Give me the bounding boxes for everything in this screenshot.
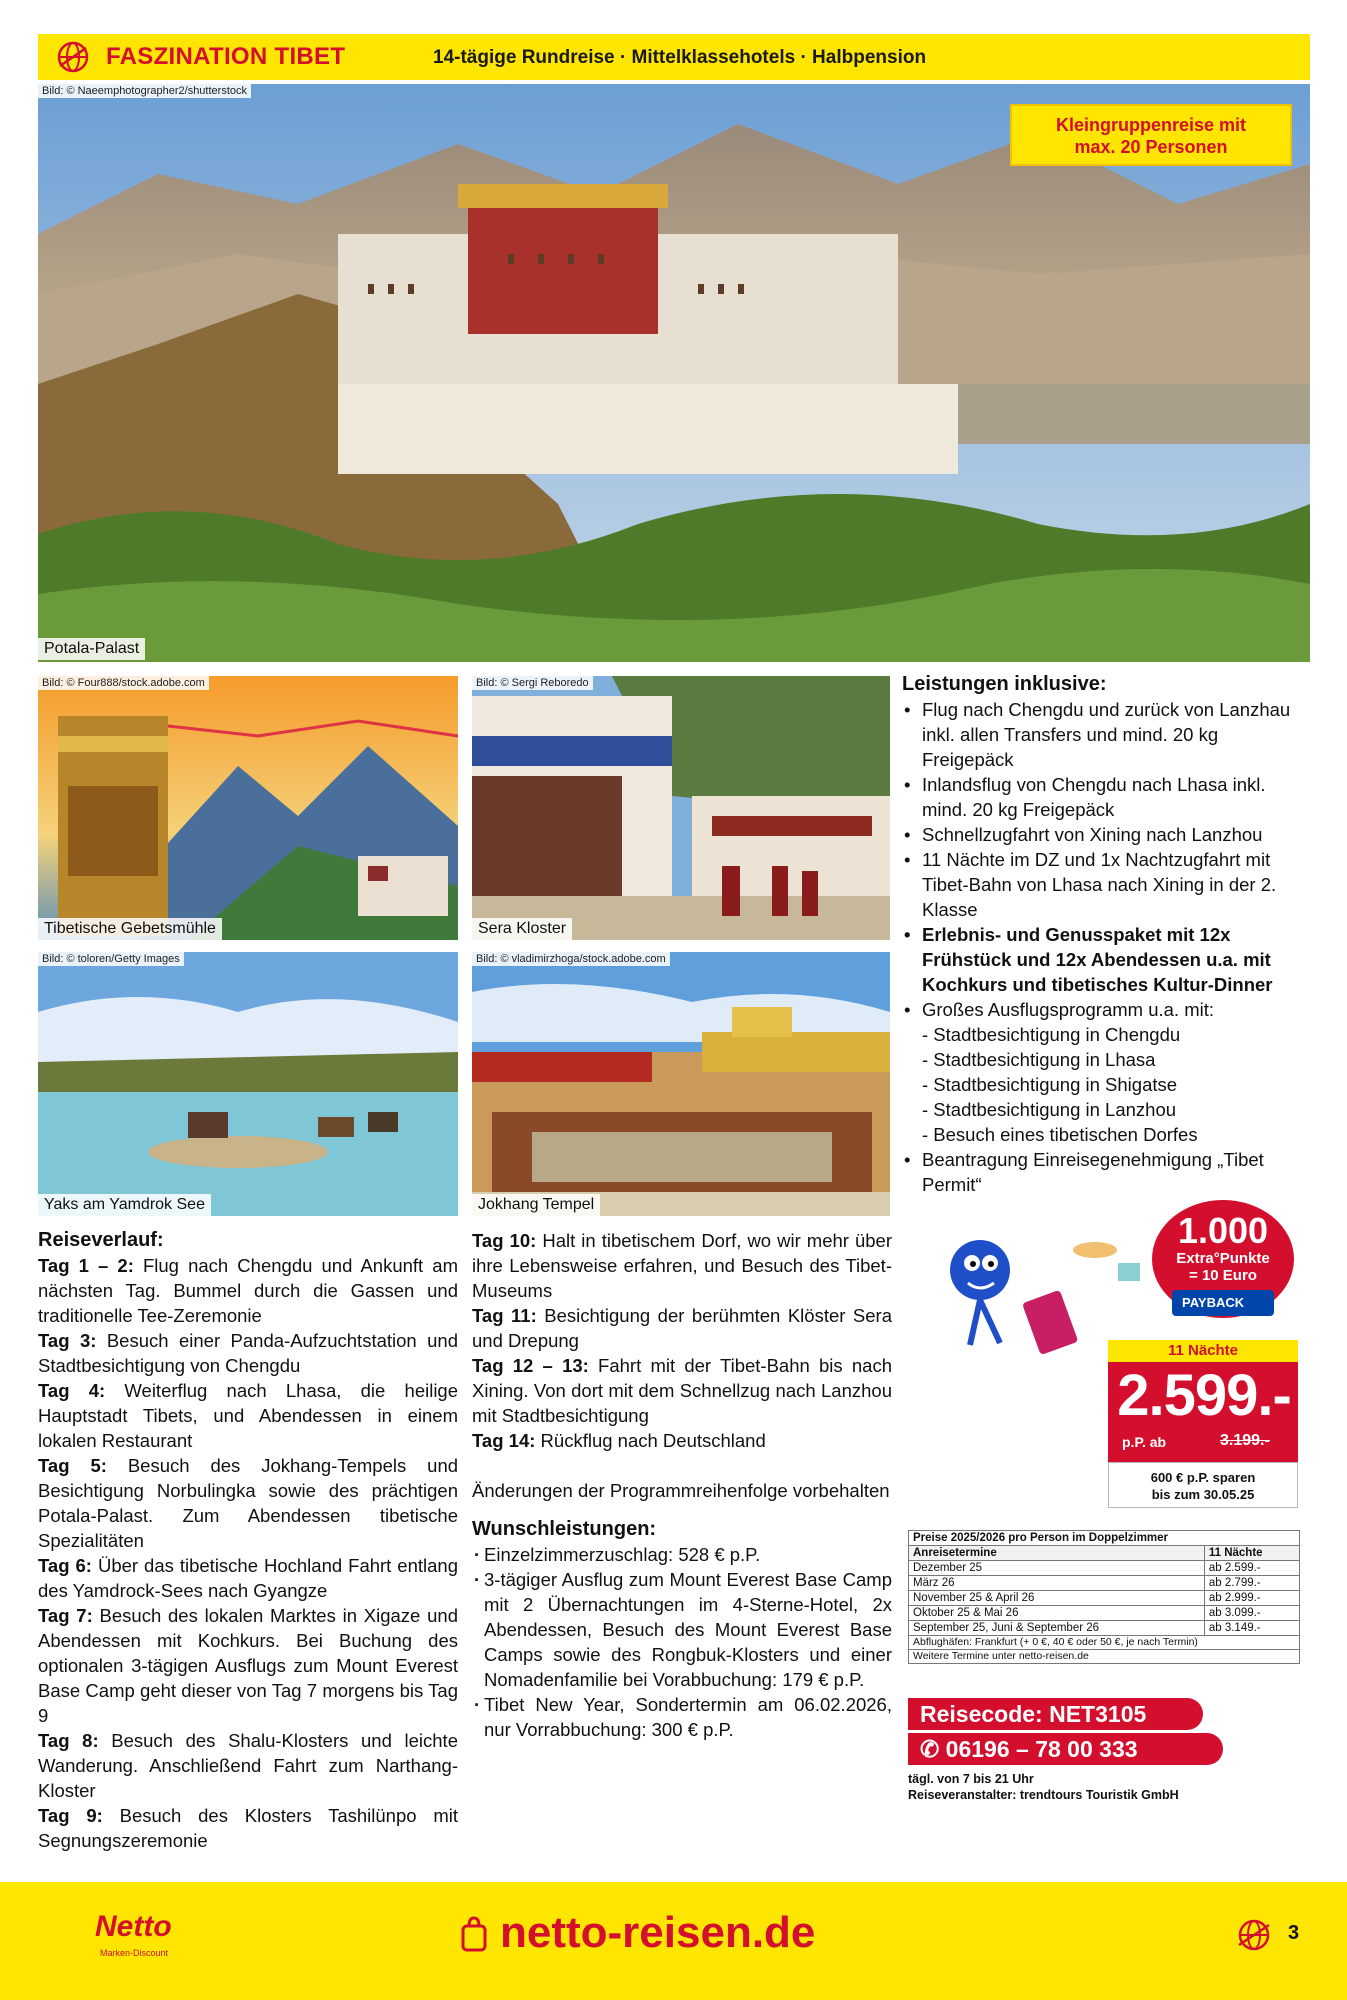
excursion-item: - Stadtbesichtigung in Lanzhou	[922, 1099, 1177, 1120]
day-text: Halt in tibetischem Dorf, wo wir mehr über ihre Lebensweise erfahren, und Besuch des Tibet-Museums	[472, 1230, 893, 1301]
itinerary-day	[472, 1428, 892, 1453]
included-services	[902, 672, 1312, 1197]
badge-line-2: max. 20 Personen	[1074, 137, 1228, 157]
itinerary-day	[38, 1603, 458, 1728]
service-item: • Beantragung Einreisegenehmigung „Tibet Permit“	[902, 1147, 1312, 1197]
table-row	[909, 1561, 1300, 1576]
itinerary-day	[38, 1728, 458, 1803]
day-label: Tag 4:	[38, 1380, 106, 1401]
contact-info	[908, 1771, 1179, 1803]
table-cell: Oktober 25 & Mai 26	[909, 1606, 1205, 1621]
itinerary-column-1	[38, 1228, 458, 1853]
table-note-airports: Abflughäfen: Frankfurt (+ 0 €, 40 € oder 50 €, je nach Termin)	[909, 1636, 1300, 1650]
table-row	[909, 1576, 1300, 1591]
day-text: Besuch des Klosters Tashilünpo mit Segnungszeremonie	[38, 1805, 459, 1851]
itinerary-title: Reiseverlauf:	[38, 1229, 164, 1251]
price-per-person: p.P. ab	[1122, 1434, 1167, 1450]
tour-operator: Reiseveranstalter: trendtours Touristik GmbH	[908, 1788, 1179, 1802]
day-label: Tag 14:	[472, 1430, 536, 1451]
day-text: Besichtigung der berühmten Klöster Sera und Drepung	[472, 1305, 892, 1351]
photo-caption: Jokhang Tempel	[472, 1194, 600, 1216]
included-title: Leistungen inklusive:	[902, 673, 1107, 695]
day-text: Rückflug nach Deutschland	[540, 1430, 766, 1451]
day-text: Fahrt mit der Tibet-Bahn bis nach Xining. Von dort mit dem Schnellzug nach Lanzhou mit Stadtbesichtigung	[472, 1355, 892, 1426]
photo-credit: Bild: © Four888/stock.adobe.com	[38, 676, 209, 690]
day-label: Tag 5:	[38, 1455, 107, 1476]
day-text: Besuch einer Panda-Aufzuchtstation und Stadtbesichtigung von Chengdu	[38, 1330, 459, 1376]
service-item-package: • Erlebnis- und Genusspaket mit 12x Frühstück und 12x Abendessen u.a. mit Kochkurs und tibetisches Kultur-Dinner	[902, 922, 1312, 997]
old-price: 3.199.-	[1220, 1432, 1270, 1449]
optional-service-item: · Einzelzimmerzuschlag: 528 € p.P.	[472, 1542, 892, 1567]
day-label: Tag 12 – 13:	[472, 1355, 589, 1376]
itinerary-day	[38, 1453, 458, 1553]
table-cell: März 26	[909, 1576, 1205, 1591]
table-cell: Dezember 25	[909, 1561, 1205, 1576]
table-cell: ab 2.799.-	[1204, 1576, 1299, 1591]
phone-icon: ✆	[920, 1736, 946, 1762]
payback-logo: PAYBACK	[1172, 1290, 1274, 1316]
program-note: Änderungen der Programmreihenfolge vorbehalten	[472, 1480, 890, 1501]
savings-line-2: bis zum 30.05.25	[1151, 1487, 1255, 1502]
itinerary-day	[38, 1378, 458, 1453]
day-text: Flug nach Chengdu und Ankunft am nächsten Tag. Bummel durch die Gassen und traditionelle Tee-Zeremonie	[38, 1255, 458, 1326]
phone-number[interactable]	[908, 1733, 1223, 1765]
photo-caption: Yaks am Yamdrok See	[38, 1194, 211, 1216]
table-header-dates: Anreisetermine	[909, 1546, 1205, 1561]
day-text: Weiterflug nach Lhasa, die heilige Hauptstadt Tibets, und Abendessen in einem lokalen Restaurant	[38, 1380, 459, 1451]
netto-logo: Netto	[95, 1910, 172, 1943]
day-label: Tag 11:	[472, 1305, 537, 1326]
photo-credit: Bild: © vladimirzhoga/stock.adobe.com	[472, 952, 670, 966]
hero-credit: Bild: © Naeemphotographer2/shutterstock	[38, 84, 251, 98]
day-label: Tag 7:	[38, 1605, 93, 1626]
photo-prayer-wheel	[38, 676, 458, 940]
day-label: Tag 10:	[472, 1230, 537, 1251]
travel-code: Reisecode: NET3105	[908, 1698, 1203, 1730]
photo-sera-monastery	[472, 676, 890, 940]
footer-bar	[0, 1882, 1347, 2000]
photo-jokhang-temple	[472, 952, 890, 1216]
payback-line-2: = 10 Euro	[1189, 1267, 1257, 1284]
day-text: Besuch des Shalu-Klosters und leichte Wanderung. Anschließend Fahrt zum Narthang-Kloster	[38, 1730, 458, 1801]
payback-points: 1.000	[1177, 1210, 1269, 1251]
hero-caption: Potala-Palast	[38, 638, 145, 660]
page-number: 3	[1288, 1922, 1300, 1944]
phone-number-text: 06196 – 78 00 333	[945, 1736, 1138, 1762]
website-link[interactable]: netto-reisen.de	[500, 1908, 816, 1957]
savings-line-1: 600 € p.P. sparen	[1150, 1470, 1256, 1485]
payback-line-1: Extra°Punkte	[1176, 1250, 1270, 1267]
itinerary-day	[472, 1228, 892, 1303]
badge-line-1: Kleingruppenreise mit	[1055, 115, 1247, 135]
table-title: Preise 2025/2026 pro Person im Doppelzimmer	[909, 1531, 1300, 1546]
table-cell: ab 3.099.-	[1204, 1606, 1299, 1621]
table-row	[909, 1606, 1300, 1621]
header-bar	[38, 34, 1310, 80]
table-cell: ab 2.999.-	[1204, 1591, 1299, 1606]
table-header-nights: 11 Nächte	[1204, 1546, 1299, 1561]
service-item: • Inlandsflug von Chengdu nach Lhasa inkl. mind. 20 kg Freigepäck	[902, 772, 1312, 822]
day-label: Tag 6:	[38, 1555, 92, 1576]
small-group-badge	[1010, 104, 1292, 166]
excursion-item: - Stadtbesichtigung in Shigatse	[922, 1074, 1178, 1095]
table-cell: September 25, Juni & September 26	[909, 1621, 1205, 1636]
opening-hours: tägl. von 7 bis 21 Uhr	[908, 1772, 1034, 1786]
photo-credit: Bild: © toloren/Getty Images	[38, 952, 184, 966]
excursion-item: - Besuch eines tibetischen Dorfes	[922, 1124, 1198, 1145]
table-note-more-dates: Weitere Termine unter netto-reisen.de	[909, 1650, 1300, 1664]
savings-box	[1108, 1462, 1298, 1508]
day-label: Tag 1 – 2:	[38, 1255, 134, 1276]
photo-yaks-lake	[38, 952, 458, 1216]
nights-label: 11 Nächte	[1108, 1340, 1298, 1362]
service-item: • 11 Nächte im DZ und 1x Nachtzugfahrt mit Tibet-Bahn von Lhasa nach Xining in der 2. Klasse	[902, 847, 1312, 922]
table-row	[909, 1591, 1300, 1606]
day-label: Tag 8:	[38, 1730, 99, 1751]
itinerary-day	[38, 1803, 458, 1853]
day-label: Tag 9:	[38, 1805, 103, 1826]
itinerary-day	[38, 1553, 458, 1603]
table-cell: November 25 & April 26	[909, 1591, 1205, 1606]
day-label: Tag 3:	[38, 1330, 97, 1351]
itinerary-day	[38, 1328, 458, 1378]
day-text: Über das tibetische Hochland Fahrt entlang des Yamdrock-Sees nach Gyangze	[38, 1555, 459, 1601]
table-cell: ab 2.599.-	[1204, 1561, 1299, 1576]
itinerary-day	[38, 1253, 458, 1328]
service-item: • Großes Ausflugsprogramm u.a. mit:	[902, 997, 1312, 1022]
optional-service-item: · 3-tägiger Ausflug zum Mount Everest Base Camp mit 2 Übernachtungen im 4-Sterne-Hotel, 2x Abendessen, Besuch des Mount Everest Base Camps sowie des Rongbuk-Klosters und einer Nomadenfamilie bei Vorabbuchung: 179 € p.P.	[472, 1567, 892, 1692]
optional-services-title: Wunschleistungen:	[472, 1518, 657, 1540]
globe-icon	[1235, 1918, 1273, 1952]
photo-caption: Tibetische Gebetsmühle	[38, 918, 222, 940]
photo-credit: Bild: © Sergi Reboredo	[472, 676, 593, 690]
price-amount: 2.599.-	[1117, 1363, 1291, 1428]
photo-caption: Sera Kloster	[472, 918, 572, 940]
itinerary-column-2	[472, 1228, 892, 1742]
service-item: • Flug nach Chengdu und zurück von Lanzhau inkl. allen Transfers und mind. 20 kg Freigepäck	[902, 697, 1312, 772]
price-box	[1108, 1340, 1298, 1462]
itinerary-day	[472, 1303, 892, 1353]
brand-title: FASZINATION TIBET	[106, 43, 346, 70]
day-text: Besuch des Jokhang-Tempels und Besichtigung Norbulingka sowie des prächtigen Potala-Palast. Zum Abendessen tibetische Spezialitäten	[38, 1455, 459, 1551]
itinerary-day	[472, 1353, 892, 1428]
table-cell: ab 3.149.-	[1204, 1621, 1299, 1636]
price-table	[908, 1530, 1300, 1664]
excursion-item: - Stadtbesichtigung in Chengdu	[922, 1024, 1181, 1045]
netto-logo-subtitle: Marken-Discount	[100, 1948, 169, 1958]
tour-tagline: 14-tägige Rundreise · Mittelklassehotels · Halbpension	[433, 47, 927, 68]
shopping-bag-icon	[460, 1916, 488, 1952]
table-row	[909, 1621, 1300, 1636]
hero-image-potala	[38, 84, 1310, 662]
excursion-item: - Stadtbesichtigung in Lhasa	[922, 1049, 1156, 1070]
day-text: Besuch des lokalen Marktes in Xigaze und Abendessen mit Kochkurs. Bei Buchung des optionalen 3-tägigen Ausflugs zum Mount Everest Base Camp geht dieser von Tag 7 morgens bis Tag 9	[38, 1605, 458, 1726]
optional-service-item: · Tibet New Year, Sondertermin am 06.02.2026, nur Vorrabbuchung: 300 € p.P.	[472, 1692, 892, 1742]
globe-icon	[56, 40, 90, 74]
service-item: • Schnellzugfahrt von Xining nach Lanzhou	[902, 822, 1312, 847]
